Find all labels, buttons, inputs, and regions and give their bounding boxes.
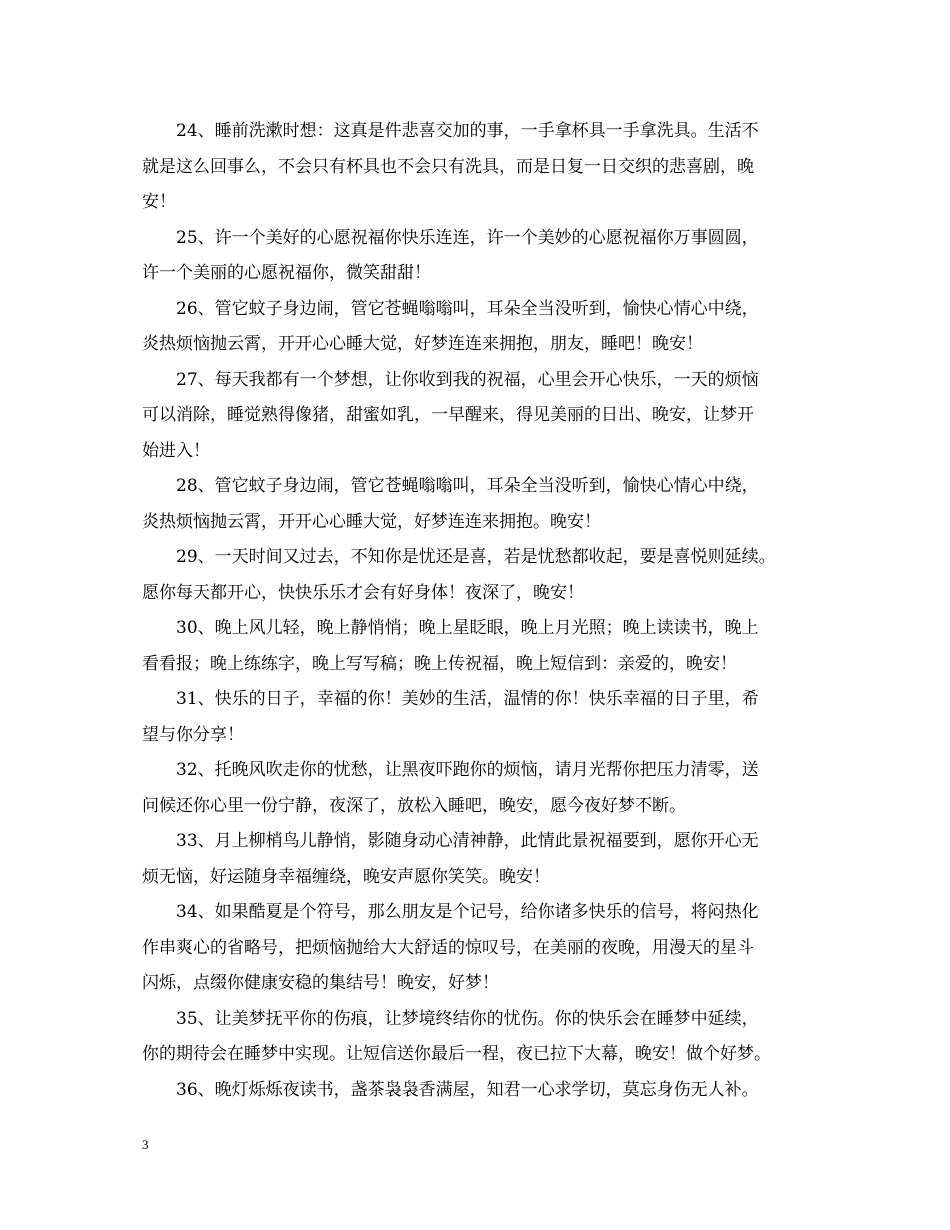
paragraph (142, 292, 818, 363)
paragraph-line: 24、睡前洗漱时想：这真是件悲喜交加的事，一手拿杯具一手拿洗具。生活不 (176, 121, 759, 141)
paragraph-line: 就是这么回事么，不会只有杯具也不会只有洗具，而是日复一日交织的悲喜剧，晚 (142, 156, 754, 177)
paragraph (142, 753, 818, 824)
paragraph-line: 安！ (142, 192, 176, 212)
paragraph-line: 你的期待会在睡梦中实现。让短信送你最后一程，夜已拉下大幕，晚安！做个好梦。 (142, 1044, 771, 1064)
paragraph-line: 30、晚上风儿轻，晚上静悄悄；晚上星眨眼，晚上月光照；晚上读读书，晚上 (176, 618, 759, 638)
paragraph (142, 363, 818, 470)
paragraph-line: 34、如果酷夏是个符号，那么朋友是个记号，给你诸多快乐的信号，将闷热化 (176, 902, 759, 922)
paragraph-line: 32、托晚风吹走你的忧愁，让黑夜吓跑你的烦恼，请月光帮你把压力清零，送 (176, 760, 759, 780)
paragraph-line: 可以消除，睡觉熟得像猪，甜蜜如乳，一早醒来，得见美丽的日出、晚安，让梦开 (142, 405, 754, 425)
paragraph (142, 682, 818, 753)
paragraph-line: 烦无恼，好运随身幸福缠绕，晚安声愿你笑笑。晚安！ (142, 866, 550, 887)
paragraph-line: 33、月上柳梢鸟儿静悄，影随身动心清神静，此情此景祝福要到，愿你开心无 (176, 831, 759, 851)
paragraph (142, 611, 818, 682)
paragraph (142, 221, 818, 292)
paragraph-line: 许一个美丽的心愿祝福你，微笑甜甜！ (142, 263, 431, 283)
paragraph-line: 25、许一个美好的心愿祝福你快乐连连，许一个美妙的心愿祝福你万事圆圆， (176, 227, 759, 248)
paragraph (142, 540, 818, 611)
document-body (142, 114, 818, 1108)
paragraph-line: 26、管它蚊子身边闹，管它苍蝇嗡嗡叫，耳朵全当没听到，愉快心情心中绕， (176, 298, 759, 319)
paragraph (142, 824, 818, 895)
paragraph-line: 作串爽心的省略号，把烦恼抛给大大舒适的惊叹号，在美丽的夜晚，用漫天的星斗 (142, 937, 754, 958)
paragraph (142, 114, 818, 221)
paragraph (142, 1002, 818, 1073)
paragraph-line: 望与你分享！ (142, 724, 244, 745)
paragraph-line: 愿你每天都开心，快快乐乐才会有好身体！夜深了，晚安！ (142, 582, 584, 603)
paragraph-line: 问候还你心里一份宁静，夜深了，放松入睡吧，晚安，愿今夜好梦不断。 (142, 795, 686, 816)
paragraph-line: 看看报；晚上练练字，晚上写写稿；晚上传祝福，晚上短信到：亲爱的，晚安！ (142, 653, 737, 674)
paragraph-line: 28、管它蚊子身边闹，管它苍蝇嗡嗡叫，耳朵全当没听到，愉快心情心中绕， (176, 476, 759, 496)
paragraph (142, 469, 818, 540)
paragraph-line: 炎热烦恼抛云霄，开开心心睡大觉，好梦连连来拥抱，朋友，睡吧！晚安！ (142, 334, 703, 354)
paragraph-line: 36、晚灯烁烁夜读书，盏茶袅袅香满屋，知君一心求学切，莫忘身伤无人补。 (176, 1079, 759, 1100)
paragraph-line: 27、每天我都有一个梦想，让你收到我的祝福，心里会开心快乐，一天的烦恼 (176, 369, 759, 390)
page-number: 3 (142, 1137, 149, 1152)
paragraph-line: 35、让美梦抚平你的伤痕，让梦境终结你的忧伤。你的快乐会在睡梦中延续， (176, 1008, 759, 1029)
paragraph (142, 895, 818, 1002)
paragraph-line: 29、一天时间又过去，不知你是忧还是喜，若是忧愁都收起，要是喜悦则延续。 (176, 547, 776, 567)
paragraph-line: 闪烁，点缀你健康安稳的集结号！晚安，好梦！ (142, 973, 499, 993)
paragraph-line: 炎热烦恼抛云霄，开开心心睡大觉，好梦连连来拥抱。晚安！ (142, 511, 601, 532)
paragraph-line: 31、快乐的日子，幸福的你！美妙的生活，温情的你！快乐幸福的日子里，希 (176, 689, 759, 709)
paragraph-line: 始进入！ (142, 440, 210, 461)
paragraph (142, 1073, 818, 1109)
